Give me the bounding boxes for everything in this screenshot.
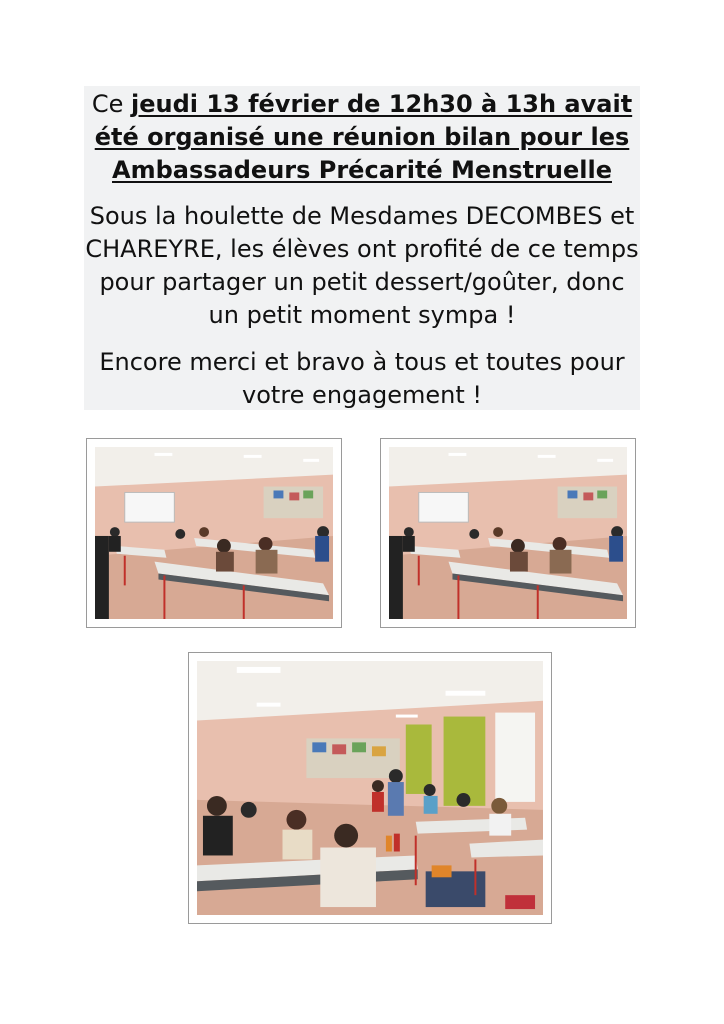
photo-classroom-1 [86, 438, 342, 628]
photo-classroom-2 [380, 438, 636, 628]
title-line-3: Ambassadeurs Précarité Menstruelle [112, 156, 612, 184]
announcement-text-block [84, 86, 640, 410]
title-line-1: Ce jeudi 13 février de 12h30 à 13h avait [91, 90, 633, 118]
classroom-photo-image [95, 447, 333, 619]
photo-classroom-3 [188, 652, 552, 924]
classroom-photo-image [197, 661, 543, 915]
paragraph-2-line-1: Encore merci et bravo à tous et toutes pour [99, 348, 625, 376]
classroom-photo-image [389, 447, 627, 619]
paragraph-1-line-1: Sous la houlette de Mesdames DECOMBES et [89, 202, 635, 230]
paragraph-1-line-4: un petit moment sympa ! [208, 301, 516, 329]
paragraph-1-line-3: pour partager un petit dessert/goûter, donc [99, 268, 625, 296]
title-line-2: été organisé une réunion bilan pour les [94, 123, 630, 151]
paragraph-2-line-2: votre engagement ! [242, 381, 482, 409]
paragraph-1-line-2: CHAREYRE, les élèves ont profité de ce temps [85, 235, 639, 263]
